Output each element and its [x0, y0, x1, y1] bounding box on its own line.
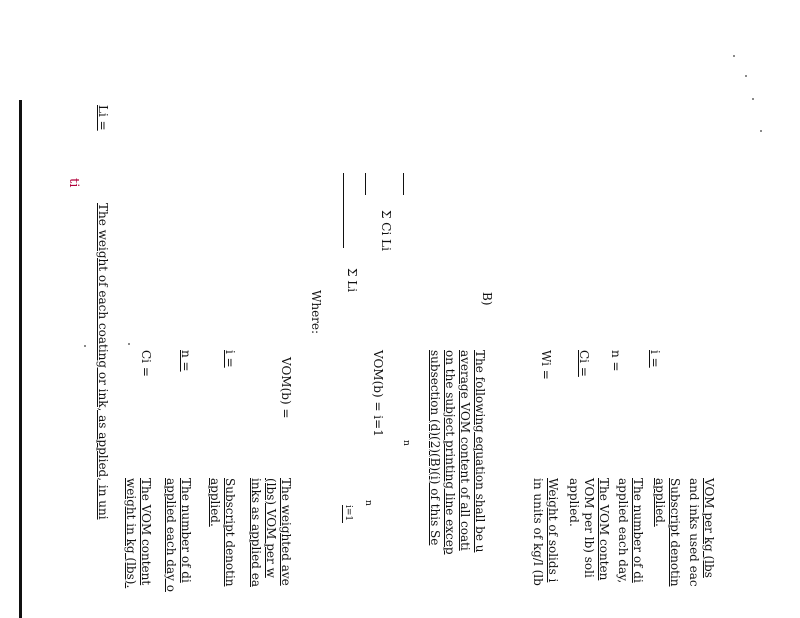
- item-b-label: B): [480, 292, 494, 306]
- term-i-2: i =: [223, 350, 237, 368]
- doc-line: (lbs) VOM per w: [264, 478, 278, 578]
- doc-line: VOM per kg (lbs: [702, 478, 716, 578]
- doc-line: inks as applied ea: [249, 478, 263, 587]
- fraction-rule: [342, 505, 343, 523]
- doc-line: The VOM conten: [597, 478, 611, 581]
- doc-line: applied.: [653, 478, 667, 527]
- term-n-2: n =: [179, 350, 193, 372]
- scan-speck: [84, 345, 86, 347]
- summation-rule: [403, 173, 404, 195]
- doc-line: The following equation shall be u: [473, 350, 487, 553]
- doc-line: The VOM content: [139, 478, 153, 586]
- doc-line: and inks used eac: [687, 478, 701, 587]
- doc-line: The weighted ave: [279, 478, 293, 586]
- term-i: i =: [648, 350, 662, 368]
- scan-speck: [760, 130, 762, 132]
- formula-n-sub: n: [363, 500, 373, 506]
- scan-speck: [745, 75, 747, 77]
- term-n: n =: [609, 350, 623, 372]
- doc-line: applied each day,: [616, 478, 630, 584]
- doc-line: on the subject printing line excep: [443, 350, 457, 555]
- doc-line: The number of di: [631, 478, 645, 583]
- term-wi: Wi =: [539, 350, 553, 380]
- scan-speck: [752, 98, 754, 100]
- doc-line: applied.: [567, 478, 581, 527]
- summation-denominator: Σ Li: [345, 268, 359, 293]
- doc-line: weight in kg (lbs).: [124, 478, 138, 589]
- term-ci-2: Ci =: [139, 350, 153, 377]
- doc-line: in units of kg/l (lb: [531, 478, 545, 586]
- doc-line: Weight of solids i: [546, 478, 560, 583]
- margin-mark: ti: [66, 178, 81, 188]
- scan-speck: [128, 343, 130, 345]
- where-label: Where:: [309, 290, 323, 335]
- formula-lower-limit: i=1: [343, 505, 353, 522]
- margin-rule: [19, 100, 22, 618]
- doc-line: VOM per lb) soli: [582, 478, 596, 578]
- doc-line: Subscript denotin: [668, 478, 682, 587]
- doc-line: Subscript denotin: [223, 478, 237, 587]
- formula-n-superscript: n: [401, 440, 411, 446]
- term-li: Li =: [96, 105, 110, 131]
- doc-line: subsection (d)(2)(B)(i) of this Se: [428, 350, 442, 546]
- scan-speck: [733, 55, 735, 57]
- summation-rule: [365, 173, 366, 195]
- vom-b-formula: VOM(b) = i=1: [371, 350, 385, 437]
- summation-numerator: Σ Ci Li: [379, 210, 393, 251]
- doc-line: applied each day o: [164, 478, 178, 592]
- summation-rule: [343, 173, 344, 248]
- doc-line: average VOM content of all coati: [458, 350, 472, 551]
- term-ci: Ci =: [577, 350, 591, 377]
- term-vom-b: VOM(b) =: [279, 357, 293, 419]
- doc-line: The weight of each coating or ink, as applied, in uni: [96, 203, 110, 520]
- doc-line: applied.: [208, 478, 222, 527]
- doc-line: The number of di: [179, 478, 193, 583]
